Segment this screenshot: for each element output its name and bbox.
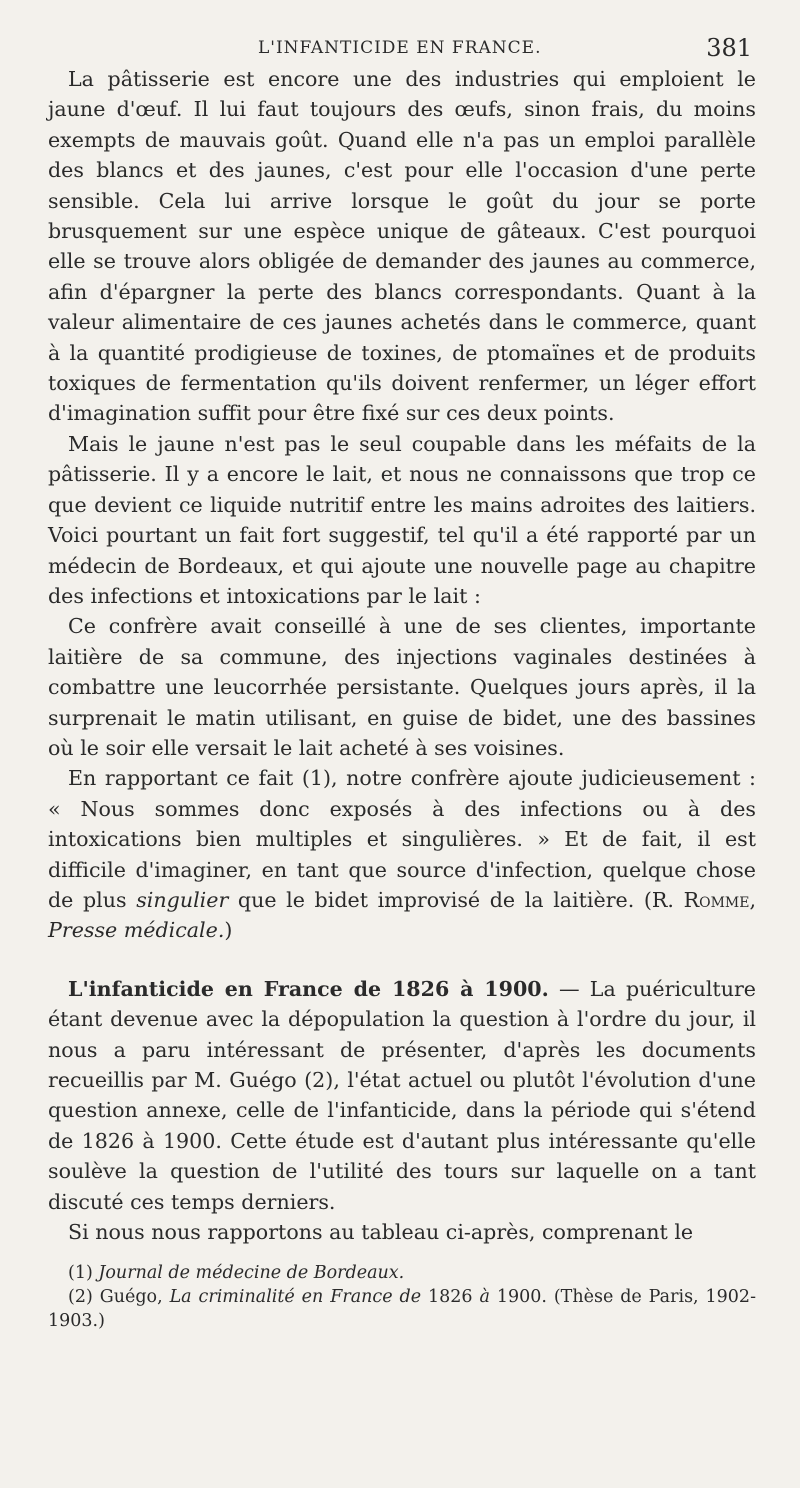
footnote-2-author: Guégo, [99, 1287, 163, 1308]
paragraph-patisserie: La pâtisserie est encore une des industries qui emploient le jaune d'œuf. Il lui faut toujours des œufs, sinon frais, du moins exempts de mauvais goût. Quand elle n'a pas un emploi parallèle des blancs et des jaunes, c'est pour elle l'occasion d'une perte sensible. Cela lui arrive lorsque le goût du jour se porte brusquement sur une espèce unique de gâteaux. C'est pourquoi elle se trouve alors obligée de demander des jaunes au commerce, afin d'épargner la perte des blancs correspondants. Quant à la valeur alimentaire de ces jaunes achetés dans le commerce, quant à la quantité prodigieuse de toxines, de ptomaïnes et de produits toxiques de fermentation qu'ils doivent renfermer, un léger effort d'imagination suffit pour être fixé sur ces deux points. [48, 67, 756, 426]
running-title: L'INFANTICIDE EN FRANCE. [258, 38, 542, 58]
paragraph-laitiere: Ce confrère avait conseillé à une de ses clientes, importante laitière de sa commune, des injections vaginales destinées à combattre une leucorrhée persistante. Quelques jours après, il la surprenait le matin utilisant, en guise de bidet, une des bassines où le soir elle versait le lait acheté à ses voisines. [48, 614, 756, 760]
emphasis-singulier: singulier [136, 887, 229, 912]
section-title: L'infanticide en France de 1826 à 1900. [68, 976, 549, 1001]
paragraph-tableau: Si nous nous rapportons au tableau ci-après, comprenant le [68, 1220, 694, 1245]
running-head [48, 28, 756, 64]
author-romme: Romme [683, 887, 750, 912]
footnote-2-rest: 1900. (Thèse de Paris, 1902-1903.) [48, 1287, 756, 1332]
paragraph-infanticide [48, 974, 756, 1217]
page-number: 381 [706, 34, 752, 62]
footnote-1-mark: (1) [68, 1263, 93, 1284]
paragraph-rapport-tail: que le bidet improvisé de la laitière. (R. [237, 887, 674, 912]
paragraph-infanticide-text: — La puériculture étant devenue avec la dépopulation la question à l'ordre du jour, il nous a paru intéressant de présenter, d'après les documents recueillis par M. Guégo (2), l'état actuel ou plutôt l'évolution d'une question annexe, celle de l'infanticide, dans la période qui s'étend de 1826 à 1900. Cette étude est d'autant plus intéressante qu'elle soulève la question de l'utilité des tours sur laquelle on a tant discuté ces temps derniers. [48, 976, 756, 1214]
body-text [48, 64, 756, 1247]
footnotes [48, 1261, 756, 1333]
footnote-1-title: Journal de médecine de Bordeaux. [98, 1263, 405, 1284]
source-presse-medicale: Presse médicale. [48, 918, 225, 943]
footnote-2-a: à [479, 1287, 490, 1308]
footnote-2 [48, 1285, 756, 1333]
footnote-1 [48, 1261, 756, 1285]
footnote-2-mark: (2) [68, 1287, 93, 1308]
footnote-2-title: La criminalité en France de [169, 1287, 422, 1308]
footnote-2-year: 1826 [428, 1287, 473, 1308]
paragraph-lait: Mais le jaune n'est pas le seul coupable dans les méfaits de la pâtisserie. Il y a encore le lait, et nous ne connaissons que trop ce que devient ce liquide nutritif entre les mains adroites des laitiers. Voici pourtant un fait fort suggestif, tel qu'il a été rapporté par un médecin de Bordeaux, et qui ajoute une nouvelle page au chapitre des infections et intoxications par le lait : [48, 431, 756, 608]
paragraph-rapport: En rapportant ce fait (1), notre confrère ajoute judicieusement : « Nous sommes donc exposés à des infections ou à des intoxications bien multiples et singulières. » Et de fait, il est difficile d'imaginer, en tant que source d'infection, quelque chose de plus singulier que le bidet improvisé de la laitière. (R. Romme, Presse médicale.) [48, 766, 757, 943]
paragraph-rapport-text: En rapportant ce fait (1), notre confrère ajoute judicieusement : « Nous sommes donc exposés à des infections ou à des intoxications bien multiples et singulières. » Et de fait, il est difficile d'imaginer, en tant que source d'infection, quelque chose de plus [48, 766, 756, 912]
